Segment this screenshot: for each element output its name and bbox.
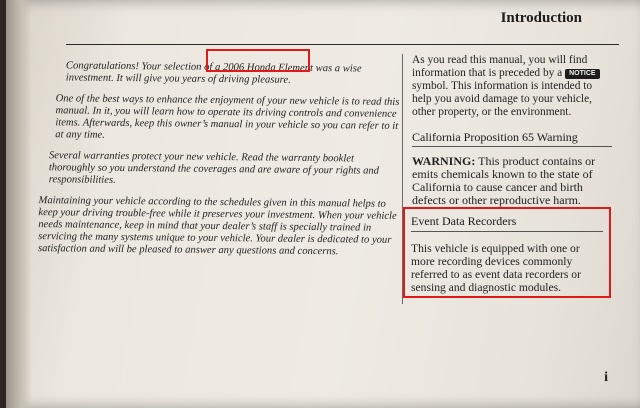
right-column xyxy=(412,54,612,207)
manual-page xyxy=(6,0,640,408)
left-column xyxy=(24,60,400,268)
warranty-paragraph: Several warranties protect your new vehicle. Read the warranty booklet thoroughly so you understand the coverages and are aware of your rights and responsibilities. xyxy=(48,150,380,186)
section-title: Introduction xyxy=(500,10,582,26)
header-rule xyxy=(66,44,619,45)
notice-intro-after: symbol. This information is intended to help you avoid damage to your vehicle, other property, or the environment. xyxy=(412,80,593,118)
manual-enjoyment-paragraph: One of the best ways to enhance the enjoyment of your new vehicle is to read this manual. In it, you will learn how to operate its driving controls and convenience items. Afterwards, keep this owner’s manual in your vehicle so you can refer to it at any time. xyxy=(55,93,400,141)
prop65-warning xyxy=(412,155,612,207)
prop65-heading: California Proposition 65 Warning xyxy=(412,131,612,147)
maintenance-paragraph: Maintaining your vehicle according to the schedules given in this manual helps to keep your driving trouble-free while it preserves your investment. When your vehicle needs maintenance, keep in mind that your dealer’s staff is specially trained in servicing the many systems unique to your vehicle. Your dealer is dedicated to your satisfaction and will be pleased to answer any questions and concerns. xyxy=(37,195,397,258)
congratulations-paragraph: Congratulations! Your selection of a 2006 Honda Element was a wise investment. It will give you years of driving pleasure. xyxy=(65,60,362,86)
notice-intro-before: As you read this manual, you will find information that is preceded by a xyxy=(412,54,588,79)
edr-heading: Event Data Recorders xyxy=(411,214,603,232)
notice-symbol-badge: NOTICE xyxy=(565,69,599,79)
page-number: i xyxy=(604,370,608,385)
edr-paragraph: This vehicle is equipped with one or more recording devices commonly referred to as event data recorders or sensing and diagnostic modules. xyxy=(411,242,581,294)
notice-intro-paragraph xyxy=(412,54,612,119)
warning-text: This product contains or emits chemicals known to the state of California to cause cancer and birth defects or other reproductive harm. xyxy=(412,154,596,207)
event-data-recorders-highlight-box xyxy=(403,207,611,298)
warning-label: WARNING: xyxy=(412,154,476,168)
